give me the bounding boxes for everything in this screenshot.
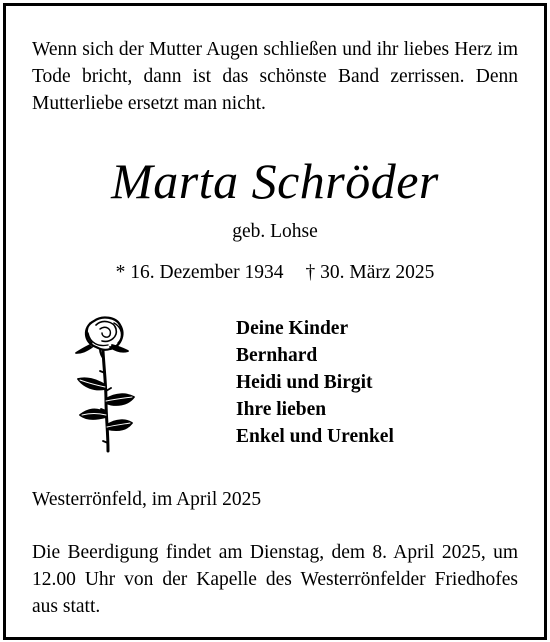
- mourner-line: Deine Kinder: [236, 318, 349, 339]
- funeral-notice: Die Beerdigung findet am Dienstag, dem 8. April 2025, um 12.00 Uhr von der Kapelle des Westerrönfelder Friedhofes aus statt.: [32, 542, 518, 617]
- birth-date: * 16. Dezember 1934: [115, 262, 284, 283]
- life-dates: [6, 260, 544, 286]
- mourner-line: Enkel und Urenkel: [236, 426, 394, 447]
- place-and-date: Westerrönfeld, im April 2025: [32, 489, 262, 510]
- mourner-line: Bernhard: [236, 345, 318, 366]
- obituary-card: [3, 3, 547, 640]
- death-date: † 30. März 2025: [305, 262, 435, 283]
- mourner-line: Ihre lieben: [236, 399, 327, 420]
- maiden-name: geb. Lohse: [232, 221, 318, 242]
- deceased-name: Marta Schröder: [111, 153, 439, 209]
- mourners-list: [236, 315, 394, 450]
- rose-icon: [66, 313, 146, 455]
- mourner-line: Heidi und Birgit: [236, 372, 373, 393]
- memorial-poem: Wenn sich der Mutter Augen schließen und ihr liebes Herz im Tode bricht, dann ist das schönste Band zerrissen. Denn Mutterliebe ersetzt man nicht.: [32, 39, 518, 114]
